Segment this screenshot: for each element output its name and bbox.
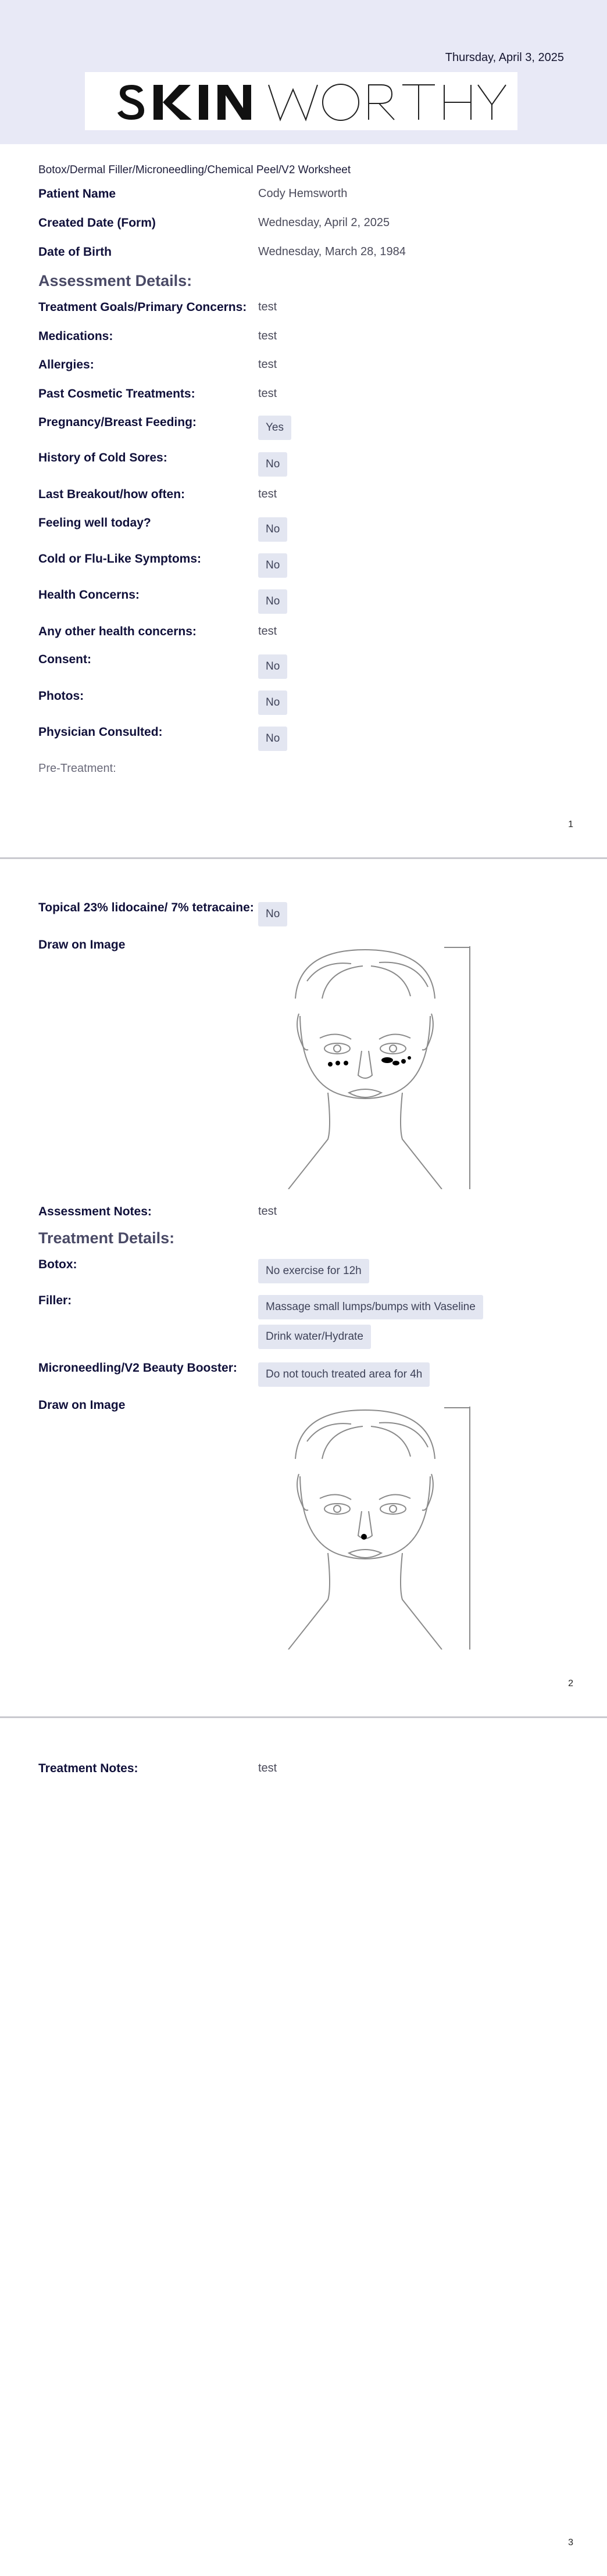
page-number: 2 [568,1679,573,1688]
physician-label: Physician Consulted: [38,725,163,739]
dob-value: Wednesday, March 28, 1984 [258,245,406,258]
filler-value-2: Drink water/Hydrate [258,1325,371,1349]
other-health-value: test [258,625,277,638]
photos-label: Photos: [38,689,84,703]
pregnancy-value: Yes [258,416,291,440]
brand-logo [85,72,517,130]
medications-value: test [258,330,277,342]
draw-on-image-label-1: Draw on Image [38,938,126,951]
botox-label: Botox: [38,1258,77,1271]
feeling-well-label: Feeling well today? [38,516,151,529]
treatment-notes-label: Treatment Notes: [38,1762,138,1775]
botox-value: No exercise for 12h [258,1259,369,1283]
microneedling-value: Do not touch treated area for 4h [258,1362,430,1387]
assessment-notes-value: test [258,1205,277,1218]
logo-image [85,72,517,130]
filler-value-1: Massage small lumps/bumps with Vaseline [258,1295,483,1319]
past-treatments-label: Past Cosmetic Treatments: [38,387,195,400]
breakout-value: test [258,488,277,500]
microneedling-label: Microneedling/V2 Beauty Booster: [38,1361,237,1375]
feeling-well-value: No [258,517,287,542]
form-title: Botox/Dermal Filler/Microneedling/Chemical Peel/V2 Worksheet [38,164,351,176]
consent-value: No [258,654,287,679]
photos-value: No [258,690,287,715]
health-concerns-value: No [258,589,287,614]
filler-label: Filler: [38,1294,72,1307]
physician-value: No [258,727,287,751]
health-concerns-label: Health Concerns: [38,588,140,602]
flu-symptoms-value: No [258,553,287,578]
assessment-section-title: Assessment Details: [38,272,192,289]
breakout-label: Last Breakout/how often: [38,488,185,501]
dob-label: Date of Birth [38,245,112,259]
topical-label: Topical 23% lidocaine/ 7% tetracaine: [38,901,254,914]
treatment-section-title: Treatment Details: [38,1229,175,1247]
created-date-value: Wednesday, April 2, 2025 [258,216,390,229]
medications-label: Medications: [38,330,113,343]
page-number: 1 [568,820,573,829]
other-health-label: Any other health concerns: [38,625,197,638]
flu-symptoms-label: Cold or Flu-Like Symptoms: [38,552,202,566]
patient-name-value: Cody Hemsworth [258,187,348,200]
patient-name-label: Patient Name [38,187,116,201]
consent-label: Consent: [38,653,91,666]
pregnancy-label: Pregnancy/Breast Feeding: [38,416,197,429]
header-date: Thursday, April 3, 2025 [445,51,564,64]
goals-value: test [258,300,277,313]
cold-sores-label: History of Cold Sores: [38,451,167,464]
assessment-notes-label: Assessment Notes: [38,1205,152,1218]
face-drawing-1 [258,946,472,1189]
pre-treatment-label: Pre-Treatment: [38,762,116,775]
face-diagram-1 [258,946,472,1189]
allergies-value: test [258,358,277,371]
topical-value: No [258,902,287,926]
face-drawing-2 [258,1407,472,1650]
page-header [0,0,607,144]
page-number: 3 [568,2538,573,2548]
allergies-label: Allergies: [38,358,94,371]
cold-sores-value: No [258,452,287,477]
page-3 [0,1718,607,2576]
page-1 [0,0,607,859]
goals-label: Treatment Goals/Primary Concerns: [38,300,247,314]
face-diagram-2 [258,1407,472,1650]
past-treatments-value: test [258,387,277,400]
created-date-label: Created Date (Form) [38,216,156,230]
draw-on-image-label-2: Draw on Image [38,1398,126,1412]
page-2 [0,859,607,1718]
treatment-notes-value: test [258,1762,277,1774]
